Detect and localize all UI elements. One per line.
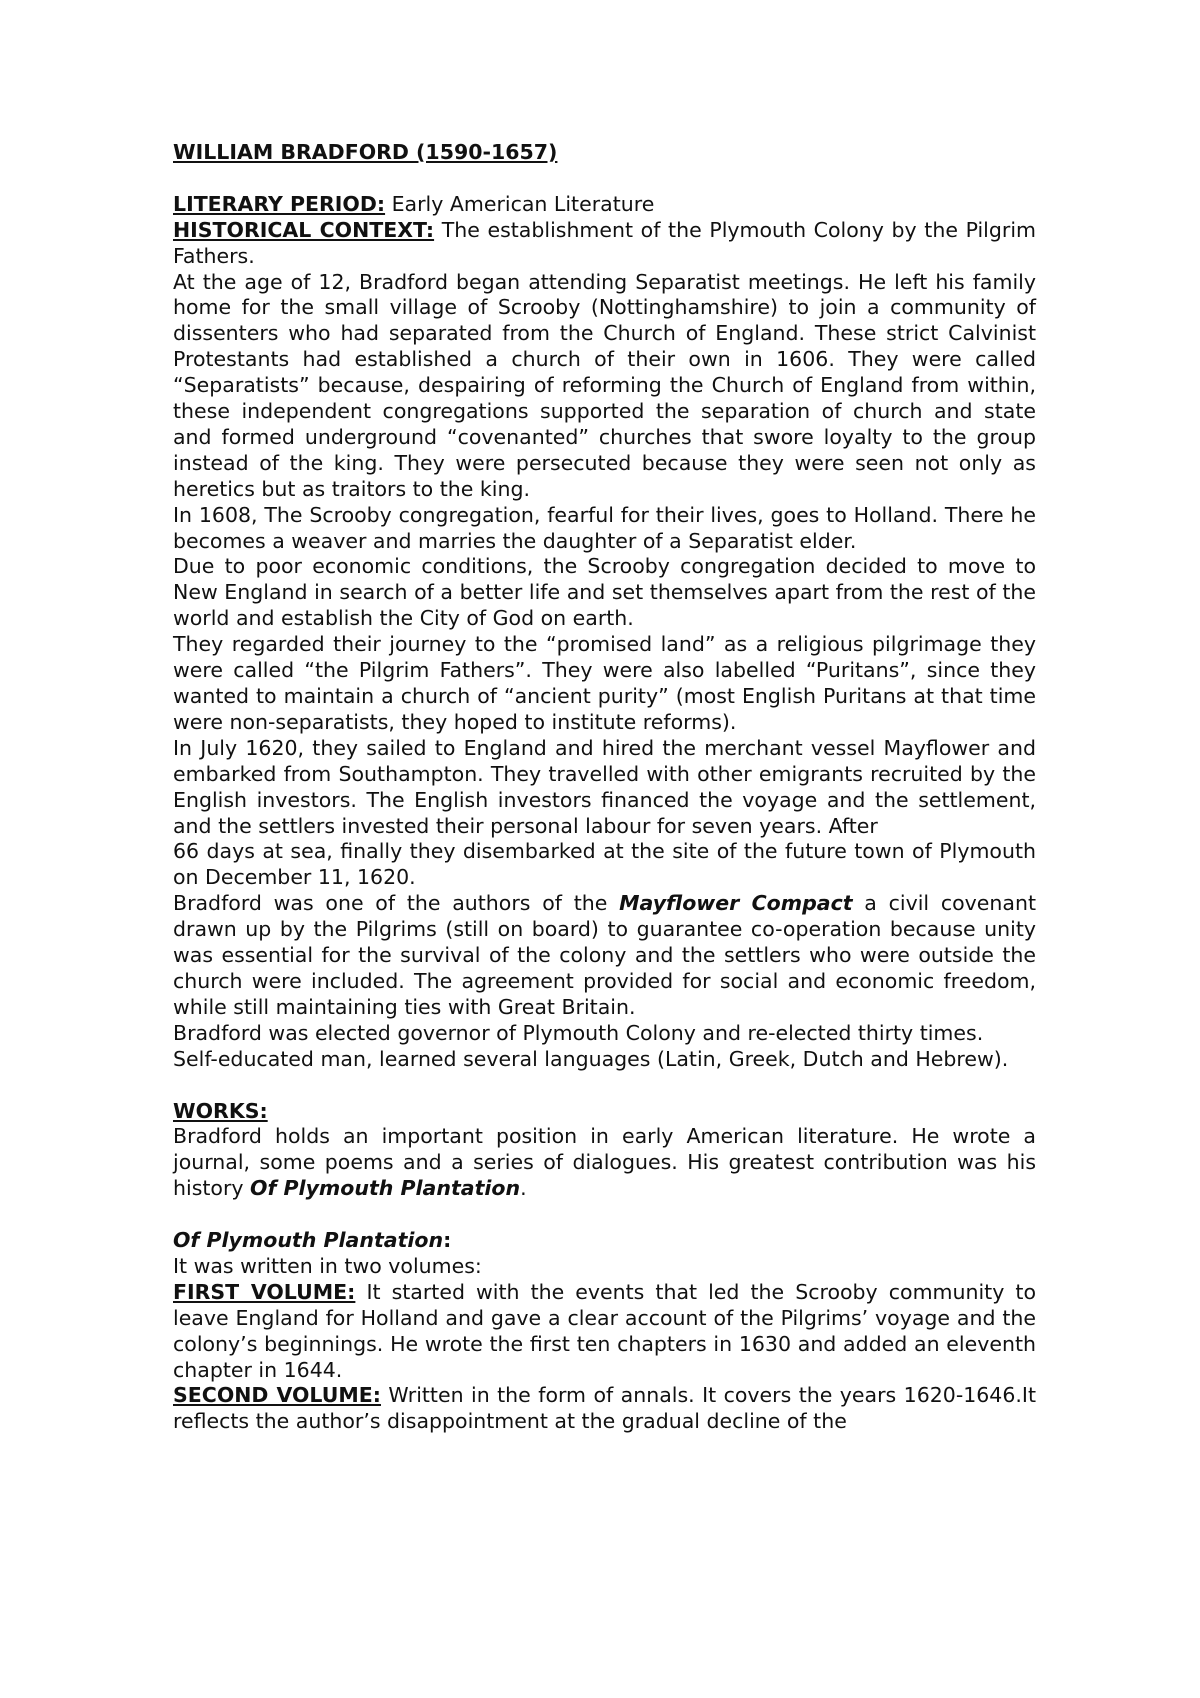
- works-heading: [173, 1099, 1036, 1125]
- historical-context-label: HISTORICAL CONTEXT:: [173, 217, 435, 242]
- plantation-intro: It was written in two volumes:: [173, 1253, 482, 1278]
- first-volume-text: It started with the events that led the Scrooby community to leave England for Holland and gave a clear account of the Pilgrims’ voyage and the colony’s beginnings. He wrote the first ten chapters in 1630 and added an eleventh chapter in 1644.: [173, 1279, 1036, 1382]
- second-volume-text: Written in the form of annals. It covers the years 1620-1646.It reflects the author’s disappointment at the gradual decline of the: [173, 1383, 1036, 1434]
- historical-context: [173, 218, 1036, 270]
- compact-before: Bradford was one of the authors of the: [173, 891, 620, 916]
- paragraph-first-volume: [173, 1280, 1036, 1384]
- spacer: [173, 1202, 1036, 1228]
- spacer: [173, 166, 1036, 192]
- works-text: Bradford holds an important position in early American literature. He wrote a journal, some poems and a series of dialogues. His greatest contribution was his history: [173, 1124, 1036, 1201]
- paragraph-separatists: At the age of 12, Bradford began attending Separatist meetings. He left his family home for the small village of Scrooby (Nottinghamshire) to join a community of dissenters who had separated from the Church of England. These strict Calvinist Protestants had established a church of their own in 1606. They were called “Separatists” because, despairing of reforming the Church of England from within, these independent congregations supported the separation of church and state and formed underground “covenanted” churches that swore loyalty to the group instead of the king. They were persecuted because they were seen not only as heretics but as traitors to the king.: [173, 269, 1036, 501]
- literary-period: [173, 192, 1036, 218]
- page-title: WILLIAM BRADFORD (1590-1657): [173, 140, 558, 164]
- spacer: [173, 1073, 1036, 1099]
- works-label: WORKS:: [173, 1098, 268, 1123]
- paragraph-compact: [173, 891, 1036, 1021]
- works-end: .: [520, 1176, 527, 1201]
- historical-context-text: The establishment of the Plymouth Colony by the Pilgrim Fathers.: [173, 217, 1036, 268]
- first-volume-label: FIRST VOLUME:: [173, 1279, 356, 1304]
- paragraph-governor: Bradford was elected governor of Plymouth Colony and re-elected thirty times.: [173, 1020, 984, 1045]
- literary-period-text: Early American Literature: [385, 191, 655, 216]
- plantation-heading-colon: :: [443, 1228, 452, 1253]
- second-volume-label: SECOND VOLUME:: [173, 1383, 381, 1408]
- paragraph-pilgrim-fathers: They regarded their journey to the “promised land” as a religious pilgrimage they were called “the Pilgrim Fathers”. They were also labelled “Puritans”, since they wanted to maintain a church of “ancient purity” (most English Puritans at that time were non-separatists, they hoped to institute reforms).: [173, 632, 1036, 734]
- paragraph-holland: In 1608, The Scrooby congregation, fearful for their lives, goes to Holland. There he becomes a weaver and marries the daughter of a Separatist elder.: [173, 502, 1036, 553]
- plantation-heading-title: Of Plymouth Plantation: [173, 1228, 444, 1253]
- compact-after: a civil covenant drawn up by the Pilgrims (still on board) to guarantee co-operation because unity was essential for the survival of the colony and the settlers who were outside the church were included. The agreement provided for social and economic freedom, while still maintaining ties with Great Britain.: [173, 891, 1037, 1019]
- document-body: [173, 140, 1036, 1435]
- paragraph-disembark: 66 days at sea, finally they disembarked at the site of the future town of Plymouth on December 11, 1620.: [173, 839, 1036, 890]
- compact-title: Mayflower Compact: [619, 891, 853, 916]
- paragraph-second-volume: [173, 1383, 1036, 1435]
- paragraph-works: [173, 1124, 1036, 1202]
- works-title: Of Plymouth Plantation: [250, 1176, 521, 1201]
- paragraph-mayflower-voyage: In July 1620, they sailed to England and hired the merchant vessel Mayflower and embarked from Southampton. They travelled with other emigrants recruited by the English investors. The English investors financed the voyage and the settlement, and the settlers invested their personal labour for seven years. After: [173, 735, 1036, 838]
- paragraph-new-england: Due to poor economic conditions, the Scrooby congregation decided to move to New England in search of a better life and set themselves apart from the rest of the world and establish the City of God on earth.: [173, 554, 1036, 631]
- plantation-heading: [173, 1228, 1036, 1254]
- paragraph-languages: Self-educated man, learned several languages (Latin, Greek, Dutch and Hebrew).: [173, 1046, 1009, 1071]
- literary-period-label: LITERARY PERIOD:: [173, 191, 386, 216]
